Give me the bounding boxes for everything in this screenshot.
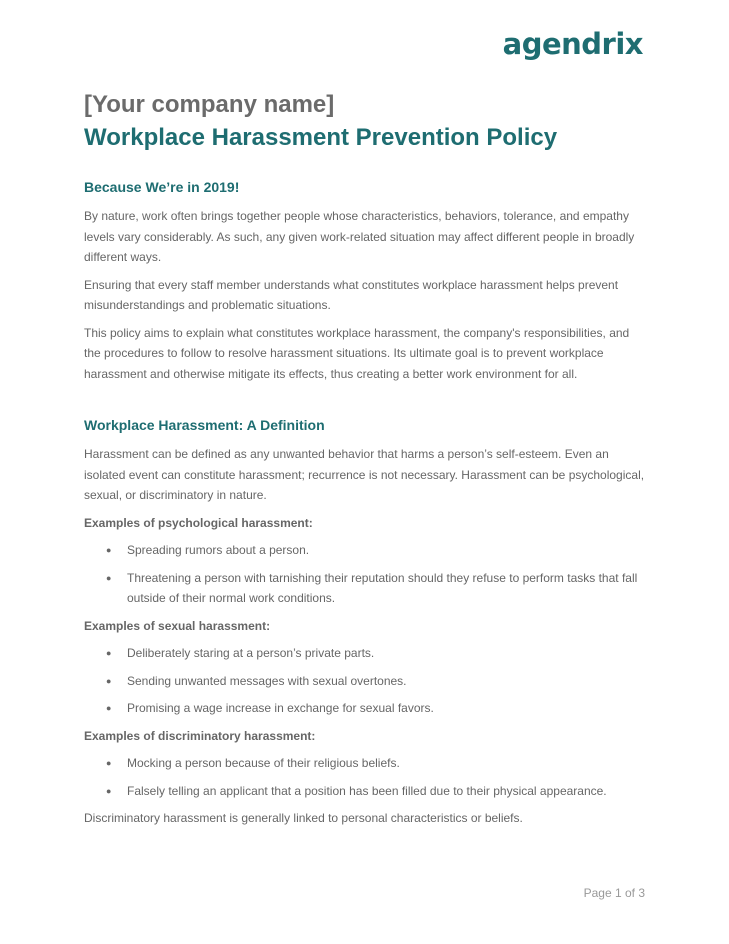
section-heading-definition: Workplace Harassment: A Definition: [84, 417, 325, 433]
paragraph: Harassment can be defined as any unwanted behavior that harms a person’s self-esteem. Even an isolated event can constitute harassment; recurrence is not necessary. Harassment can be psychological, sexual, or discriminatory in nature.: [84, 447, 645, 502]
agendrix-logo: agendrix: [502, 27, 643, 61]
discriminatory-examples-label: Examples of discriminatory harassment:: [84, 728, 316, 743]
bullet-icon: ●: [106, 758, 112, 768]
bullet-icon: ●: [106, 675, 112, 686]
list-item: ● Falsely telling an applicant that a position has been filled due to their physical appearance.: [84, 781, 646, 802]
paragraph: Ensuring that every staff member understands what constitutes workplace harassment helps prevent misunderstandings and problematic situations.: [84, 277, 619, 312]
bullet-icon: ●: [106, 545, 112, 555]
document-body: [84, 86, 646, 829]
bullet-icon: ●: [106, 703, 112, 713]
sexual-examples-label: Examples of sexual harassment:: [84, 618, 271, 633]
section-heading-intro: Because We’re in 2019!: [84, 179, 240, 195]
sexual-examples-list: [84, 643, 646, 719]
bullet-icon: ●: [106, 572, 112, 583]
paragraph: This policy aims to explain what constitutes workplace harassment, the company's responsibilities, and the procedures to follow to resolve harassment situations. Its ultimate goal is to prevent workplace harassment and otherwise mitigate its effects, thus creating a better work environment for all.: [84, 325, 630, 381]
list-item: ● Threatening a person with tarnishing their reputation should they refuse to perform tasks that fall outside of their normal work conditions.: [84, 568, 646, 609]
list-item: ● Promising a wage increase in exchange for sexual favors.: [84, 698, 646, 719]
list-item: ● Deliberately staring at a person’s private parts.: [84, 643, 646, 664]
list-item: ● Mocking a person because of their religious beliefs.: [84, 753, 646, 774]
bullet-icon: ●: [106, 785, 112, 796]
bullet-icon: ●: [106, 648, 112, 658]
psychological-examples-label: Examples of psychological harassment:: [84, 515, 313, 530]
list-item: ● Sending unwanted messages with sexual overtones.: [84, 671, 646, 692]
psychological-examples-list: [84, 540, 646, 609]
company-name-placeholder: [Your company name]: [84, 91, 335, 118]
page-number: Page 1 of 3: [583, 886, 645, 900]
discriminatory-examples-list: [84, 753, 646, 801]
document-title: Workplace Harassment Prevention Policy: [84, 124, 558, 151]
list-item: ● Spreading rumors about a person.: [84, 540, 646, 561]
paragraph: Discriminatory harassment is generally linked to personal characteristics or beliefs.: [84, 811, 523, 825]
paragraph: By nature, work often brings together people whose characteristics, behaviors, tolerance, and empathy levels vary considerably. As such, any given work-related situation may affect different people in broadly different ways.: [84, 209, 635, 264]
